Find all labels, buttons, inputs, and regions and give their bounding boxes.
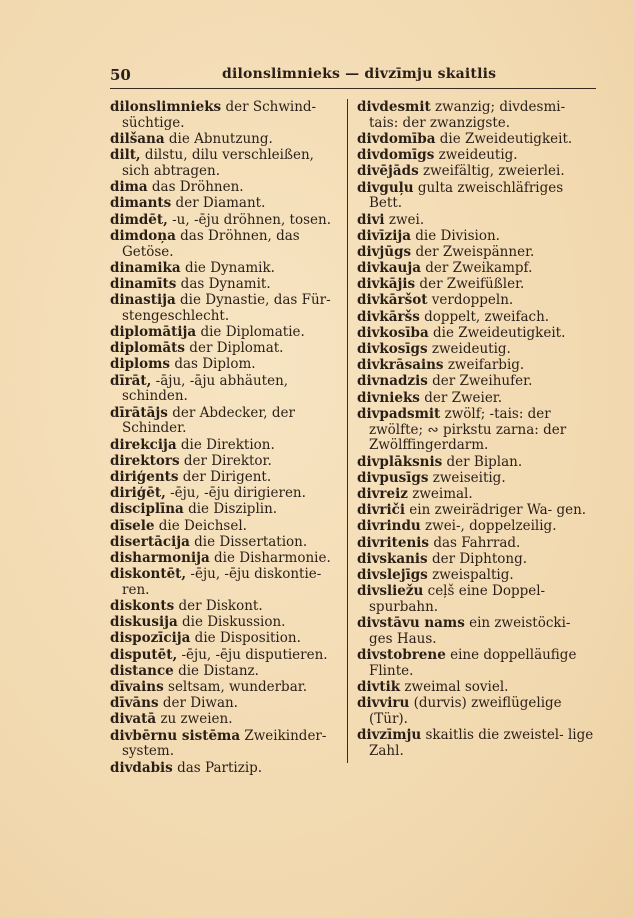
entry-headword: dimants [110,195,172,212]
entry-definition: die Disposition. [190,630,301,647]
entry-definition: der Zweifüßler. [415,276,525,293]
entry-headword: divkosība [357,324,429,341]
dictionary-entry [357,358,597,374]
entry-definition: der Diwan. [158,695,238,712]
dictionary-entry [357,277,597,293]
dictionary-entry [357,164,597,180]
dictionary-entry [110,406,344,438]
entry-definition: (durvis) zweiflügelige (Tür). [369,695,562,727]
column-divider [347,99,348,763]
entry-definition: seltsam, wunderbar. [163,679,308,696]
dictionary-entry [110,148,344,180]
dictionary-entry [110,486,344,502]
entry-headword: divritenis [357,534,430,551]
entry-definition: -u, -ēju dröhnen, tosen. [167,211,332,228]
dictionary-entry [357,471,597,487]
dictionary-entry [357,148,597,164]
entry-definition: doppelt, zweifach. [419,308,550,325]
dictionary-entry [357,728,597,760]
entry-definition: die Diskussion. [177,614,286,631]
entry-definition: ein zweistöcki- ges Haus. [369,615,571,647]
dictionary-entry [110,615,344,631]
entry-headword: dimdoņa [110,227,176,244]
entry-definition: das Dröhnen. [147,179,244,196]
entry-headword: diskusija [110,614,178,631]
dictionary-entry [110,293,344,325]
entry-headword: dimdēt, [110,211,168,228]
dictionary-entry [357,455,597,471]
entry-definition: der Zweispänner. [411,243,535,260]
dictionary-entry [357,261,597,277]
entry-definition: die Diplomatie. [196,324,305,341]
entry-headword: dīvāns [110,695,159,712]
entry-headword: dilonslimnieks [110,99,222,115]
entry-headword: divpadsmit [357,405,441,422]
entry-definition: zu zweien. [156,711,233,728]
dictionary-entry [110,712,344,728]
entry-headword: divjūgs [357,243,412,260]
dictionary-entry [110,180,344,196]
dictionary-entry [357,293,597,309]
dictionary-entry [110,438,344,454]
entry-definition: das Dröhnen, das Getöse. [122,227,300,260]
entry-headword: divbērnu sistēma [110,727,241,744]
dictionary-entry [110,680,344,696]
left-column [110,100,344,777]
dictionary-entry [357,229,597,245]
dictionary-entry [357,245,597,261]
dictionary-entry [357,326,597,342]
entry-headword: divdomība [357,130,436,147]
page-header [110,66,596,89]
entry-definition: der Zweikampf. [420,260,533,277]
entry-headword: divnadzis [357,373,428,390]
dictionary-entry [110,213,344,229]
entry-definition: die Zweideutigkeit. [428,324,566,341]
dictionary-entry [357,310,597,326]
entry-definition: der Dirigent. [178,468,272,485]
entry-headword: divkrāsains [357,357,444,374]
entry-definition: die Abnutzung. [164,130,273,147]
entry-definition: der Diphtong. [427,550,527,567]
entry-definition: eine doppelläufige Flinte. [369,647,577,679]
entry-headword: divdesmit [357,99,431,115]
dictionary-entry [110,502,344,518]
entry-headword: divrindu [357,518,421,535]
entry-definition: der Diamant. [171,195,266,212]
entry-definition: das Partizip. [172,759,263,776]
entry-headword: dīrāt, [110,372,152,389]
entry-definition: Zweikinder- system. [122,727,327,760]
entry-headword: divskanis [357,550,428,567]
entry-definition: zwei. [384,211,425,228]
dictionary-entry [357,100,597,132]
entry-headword: divstobrene [357,647,446,664]
entry-headword: distance [110,662,174,679]
dictionary-entry [110,132,344,148]
entry-definition: die Dissertation. [189,533,308,550]
dictionary-entry [357,213,597,229]
dictionary-entry [357,407,597,454]
entry-definition: die Disziplin. [183,501,278,518]
entry-headword: diskonts [110,598,175,615]
entry-definition: skaitlis die zweistel- lige Zahl. [369,727,594,759]
dictionary-entry [110,341,344,357]
dictionary-entry [357,648,597,680]
entry-headword: divkauja [357,260,421,277]
dictionary-entry [357,374,597,390]
entry-definition: -ēju, -ēju dirigieren. [165,485,306,502]
entry-headword: divējāds [357,163,419,180]
dictionary-entry [357,181,597,213]
entry-definition: die Dynastie, das Für- stengeschlecht. [122,292,331,324]
entry-definition: der Biplan. [442,453,523,470]
entry-headword: divriči [357,502,406,519]
entry-definition: der Diskont. [174,598,263,615]
entry-definition: zweimal soviel. [400,679,509,696]
entry-definition: der Zweihufer. [427,373,533,390]
entry-definition: zwanzig; divdesmi- tais: der zwanzigste. [369,99,566,131]
dictionary-entry [110,551,344,567]
dictionary-entry [110,277,344,293]
entry-definition: der Abdecker, der Schinder. [122,404,295,437]
dictionary-entry [110,100,344,132]
entry-headword: divi [357,211,385,228]
entry-definition: das Dynamit. [176,275,271,292]
entry-headword: disciplīna [110,501,184,518]
dictionary-entry [357,584,597,616]
entry-headword: dīvains [110,679,164,696]
dictionary-entry [110,261,344,277]
entry-headword: divkāršs [357,308,420,325]
dictionary-entry [110,664,344,680]
entry-headword: divtik [357,679,401,696]
entry-headword: dilt, [110,147,141,164]
dictionary-entry [110,648,344,664]
entry-definition: -ēju, -ēju disputieren. [177,646,328,663]
entry-headword: disharmonija [110,549,210,566]
entry-headword: diriģēt, [110,485,166,502]
entry-definition: zwölf; -tais: der zwölfte; ∾ pirkstu zarna: der Zwölffingerdarm. [369,405,567,454]
entry-definition: zweispaltig. [427,566,514,583]
page-number: 50 [110,66,131,84]
entry-headword: divslejīgs [357,566,428,583]
dictionary-entry [110,696,344,712]
dictionary-entry [110,567,344,599]
dictionary-entry [357,536,597,552]
dictionary-entry [110,761,344,777]
entry-definition: die Distanz. [173,662,259,679]
entry-headword: direkcija [110,436,177,453]
entry-headword: divreiz [357,485,408,502]
entry-definition: zweifarbig. [443,357,525,374]
entry-definition: die Deichsel. [154,517,247,534]
entry-headword: divdomīgs [357,147,435,164]
entry-definition: zweimal. [407,485,473,502]
entry-headword: divnieks [357,389,420,406]
entry-headword: dīrātājs [110,404,168,421]
entry-headword: divstāvu nams [357,615,465,632]
entry-definition: der Zweier. [419,389,503,406]
entry-definition: zweideutig. [427,341,511,358]
entry-headword: divdabis [110,759,173,776]
entry-definition: gulta zweischläfriges Bett. [369,179,564,212]
dictionary-entry [110,325,344,341]
entry-headword: divsliežu [357,583,424,600]
entry-headword: dima [110,179,148,196]
entry-definition: die Zweideutigkeit. [435,130,573,147]
entry-definition: das Diplom. [170,356,256,373]
entry-headword: divīzija [357,227,411,244]
entry-headword: divzīmju [357,727,422,744]
entry-headword: divplāksnis [357,453,443,470]
dictionary-entry [357,503,597,519]
dictionary-entry [357,342,597,358]
dictionary-entry [110,519,344,535]
dictionary-entry [357,616,597,648]
entry-definition: dilstu, dilu verschleißen, sich abtragen. [122,147,314,179]
entry-definition: der Schwind- süchtige. [122,99,317,131]
entry-definition: das Fahrrad. [429,534,521,551]
entry-definition: zweifältig, zweierlei. [418,163,565,180]
entry-headword: diskontēt, [110,566,187,583]
entry-headword: divguļu [357,179,414,196]
entry-definition: ein zweirädriger Wa- gen. [405,502,587,519]
dictionary-entry [357,391,597,407]
dictionary-entry [110,196,344,212]
entry-headword: disertācija [110,533,190,550]
entry-headword: divviru [357,695,410,712]
entry-headword: disputēt, [110,646,178,663]
entry-definition: -ēju, -ēju diskontie- ren. [122,566,322,598]
entry-headword: divpusīgs [357,469,429,486]
right-column [357,100,597,760]
dictionary-entry [110,631,344,647]
dictionary-entry [110,357,344,373]
entry-headword: divkosīgs [357,341,428,358]
dictionary-entry [110,535,344,551]
entry-definition: ceļš eine Doppel- spurbahn. [369,583,546,615]
entry-headword: dilšana [110,130,165,147]
entry-headword: dīsele [110,517,155,534]
dictionary-entry [357,487,597,503]
entry-headword: diplomātija [110,324,197,341]
dictionary-entry [110,229,344,261]
entry-headword: divkājis [357,276,416,293]
dictionary-entry [357,132,597,148]
entry-definition: der Diplomat. [185,340,284,357]
entry-definition: die Direktion. [176,436,275,453]
entry-headword: diriģents [110,468,179,485]
dictionary-entry [110,470,344,486]
dictionary-entry [357,519,597,535]
entry-headword: diplomāts [110,340,186,357]
running-title: dilonslimnieks — divzīmju skaitlis [222,66,497,82]
dictionary-entry [110,374,344,406]
entry-headword: dispozīcija [110,630,191,647]
entry-headword: divatā [110,711,157,728]
entry-definition: die Disharmonie. [209,549,331,566]
entry-definition: zweideutig. [434,147,518,164]
dictionary-entry [357,552,597,568]
dictionary-entry [110,454,344,470]
dictionary-entry [357,568,597,584]
entry-headword: dinamika [110,259,181,276]
entry-definition: die Division. [410,227,500,244]
entry-definition: zweiseitig. [428,469,506,486]
dictionary-entry [110,729,344,761]
entry-headword: direktors [110,452,180,469]
entry-definition: verdoppeln. [427,292,514,309]
dictionary-entry [357,696,597,728]
entry-headword: dinamīts [110,275,177,292]
entry-headword: divkāršot [357,292,428,309]
entry-headword: diploms [110,356,171,373]
entry-definition: der Direktor. [179,452,272,469]
entry-definition: die Dynamik. [180,259,275,276]
entry-definition: -āju, -āju abhäuten, schinden. [122,372,289,405]
entry-headword: dinastija [110,292,176,309]
dictionary-entry [357,680,597,696]
entry-definition: zwei-, doppelzeilig. [420,518,557,535]
dictionary-entry [110,599,344,615]
